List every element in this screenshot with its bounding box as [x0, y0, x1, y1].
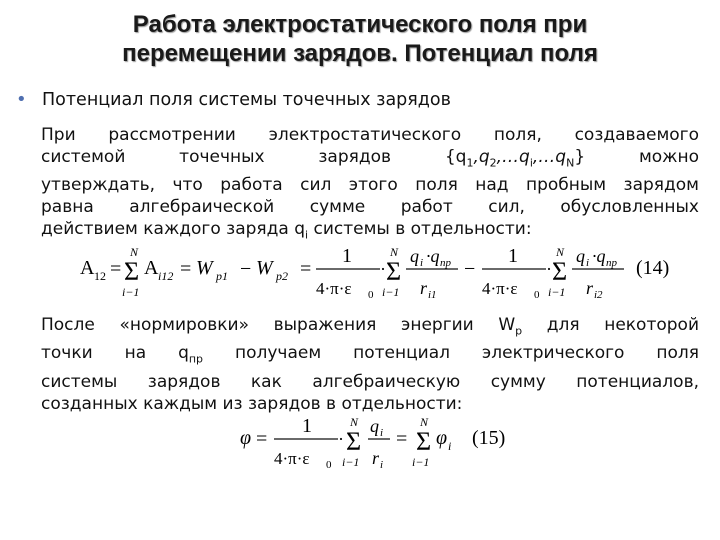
- paragraph-2: [41, 314, 699, 415]
- bullet-marker: •: [16, 89, 27, 110]
- work-symbol-i: A: [144, 257, 159, 279]
- equals-3: =: [300, 258, 312, 280]
- numerator-qi-1-sub: i: [420, 257, 424, 269]
- paragraph-1-line-2: [41, 146, 699, 174]
- fraction-3-numerator: 1: [508, 245, 518, 267]
- denominator-r: r: [372, 448, 380, 468]
- paragraph-1: [41, 124, 699, 247]
- potential-i: φ: [436, 427, 448, 449]
- equals-2: =: [396, 428, 408, 450]
- sum-1-upper: N: [350, 415, 359, 429]
- bullet-item: [16, 88, 451, 112]
- sum-sign-3: Σ: [552, 257, 568, 286]
- paragraph-2-line-4: созданных каждым из зарядов в отдельности:: [41, 393, 463, 414]
- charge-qn: ,…q: [532, 147, 567, 167]
- paragraph-1-line-4: равна алгебраической сумме работ сил, обусловленных: [41, 197, 699, 218]
- text: системы в отдельности:: [308, 219, 532, 240]
- paragraph-2-line-3: системы зарядов как алгебраическую сумму потенциалов,: [41, 371, 699, 392]
- fraction-1-numerator: 1: [342, 245, 352, 267]
- energy-w1: W: [196, 257, 213, 279]
- equals-1: =: [110, 258, 122, 280]
- energy-sub-p1: p1: [216, 269, 228, 283]
- charge-sub-n: N: [566, 156, 575, 170]
- numerator-qnp-1: ·q: [426, 246, 440, 266]
- numerator-qnp-1-sub: пр: [440, 257, 451, 269]
- formula-14-number: (14): [636, 257, 670, 279]
- numerator-qnp-2: ·q: [592, 246, 606, 266]
- text: для некоторой: [522, 315, 699, 335]
- dot-1: ·: [380, 259, 386, 279]
- energy-sub-p2: p2: [276, 269, 288, 283]
- text: действием каждого заряда q: [41, 219, 305, 240]
- sum-sign-2: Σ: [416, 427, 432, 456]
- text: } можно: [574, 147, 699, 167]
- denominator-r1-sub: i1: [428, 289, 437, 301]
- fraction-eps-sub: 0: [326, 459, 332, 471]
- charge-sub-2: 2: [489, 156, 497, 170]
- formula-14: [80, 238, 680, 304]
- paragraph-2-line-2: [41, 342, 699, 370]
- text: системой точечных зарядов {q: [41, 147, 467, 167]
- sum-sign-1: Σ: [346, 427, 362, 456]
- subscript-np: пр: [188, 352, 204, 366]
- sum-lower: i−1: [122, 285, 140, 299]
- denominator-r2-sub: i2: [594, 289, 603, 301]
- sum-2-lower: i−1: [382, 285, 400, 299]
- slide-title: [0, 10, 720, 68]
- sum-2-lower: i−1: [412, 455, 430, 469]
- fraction-1-eps-sub: 0: [368, 289, 374, 301]
- work-symbol: A: [80, 257, 95, 279]
- paragraph-2-line-1: [41, 314, 699, 342]
- title-line-2: перемещении зарядов. Потенциал поля: [122, 40, 598, 67]
- subscript-i: i: [305, 228, 309, 242]
- equals-1: =: [256, 428, 268, 450]
- charge-sub-i: i: [529, 156, 533, 170]
- numerator-qi-2-sub: i: [586, 257, 590, 269]
- sum-3-upper: N: [556, 245, 565, 259]
- denominator-r1: r: [420, 278, 428, 298]
- formula-15-number: (15): [472, 427, 506, 449]
- equals-2: =: [180, 258, 192, 280]
- bullet-text: Потенциал поля системы точечных зарядов: [42, 90, 451, 110]
- denominator-r2: r: [586, 278, 594, 298]
- dot: ·: [338, 429, 344, 449]
- potential-symbol: φ: [240, 427, 252, 449]
- formula-15: [240, 408, 560, 474]
- work-sub-12: 12: [94, 269, 106, 283]
- sum-3-lower: i−1: [548, 285, 566, 299]
- energy-w2: W: [256, 257, 273, 279]
- potential-i-sub: i: [448, 439, 452, 453]
- work-sub-i12: i12: [158, 269, 174, 283]
- paragraph-1-line-1: При рассмотрении электростатического поля, создаваемого: [41, 125, 699, 145]
- fraction-3-eps-sub: 0: [534, 289, 540, 301]
- fraction-denominator: 4·π·ε: [274, 449, 310, 468]
- minus-1: −: [240, 258, 252, 280]
- numerator-qi-2: q: [576, 246, 585, 266]
- denominator-r-sub: i: [380, 459, 384, 471]
- sum-sign-1: Σ: [124, 257, 140, 286]
- numerator-qi-sub: i: [380, 427, 384, 439]
- fraction-1-denominator: 4·π·ε: [316, 279, 352, 298]
- charge-q2: ,q: [473, 147, 490, 167]
- charge-sub-1: 1: [466, 156, 474, 170]
- numerator-qi-1: q: [410, 246, 419, 266]
- sum-upper-n: N: [130, 245, 139, 259]
- sum-sign-2: Σ: [386, 257, 402, 286]
- sum-2-upper: N: [420, 415, 429, 429]
- charge-qi: ,…q: [496, 147, 530, 167]
- sum-1-lower: i−1: [342, 455, 360, 469]
- text: После «нормировки» выражения энергии W: [41, 315, 516, 335]
- title-line-1: Работа электростатического поля при: [132, 11, 588, 38]
- paragraph-1-line-3: утверждать, что работа сил этого поля над пробным зарядом: [41, 175, 699, 196]
- fraction-3-denominator: 4·π·ε: [482, 279, 518, 298]
- numerator-qnp-2-sub: пр: [606, 257, 617, 269]
- dot-2: ·: [546, 259, 552, 279]
- numerator-qi: q: [370, 416, 379, 436]
- fraction-numerator: 1: [302, 415, 312, 437]
- subscript-p: p: [515, 324, 523, 338]
- sum-2-upper: N: [390, 245, 399, 259]
- minus-2: −: [464, 258, 476, 280]
- text: получаем потенциал электрического поля: [203, 343, 699, 364]
- text: точки на q: [41, 343, 189, 364]
